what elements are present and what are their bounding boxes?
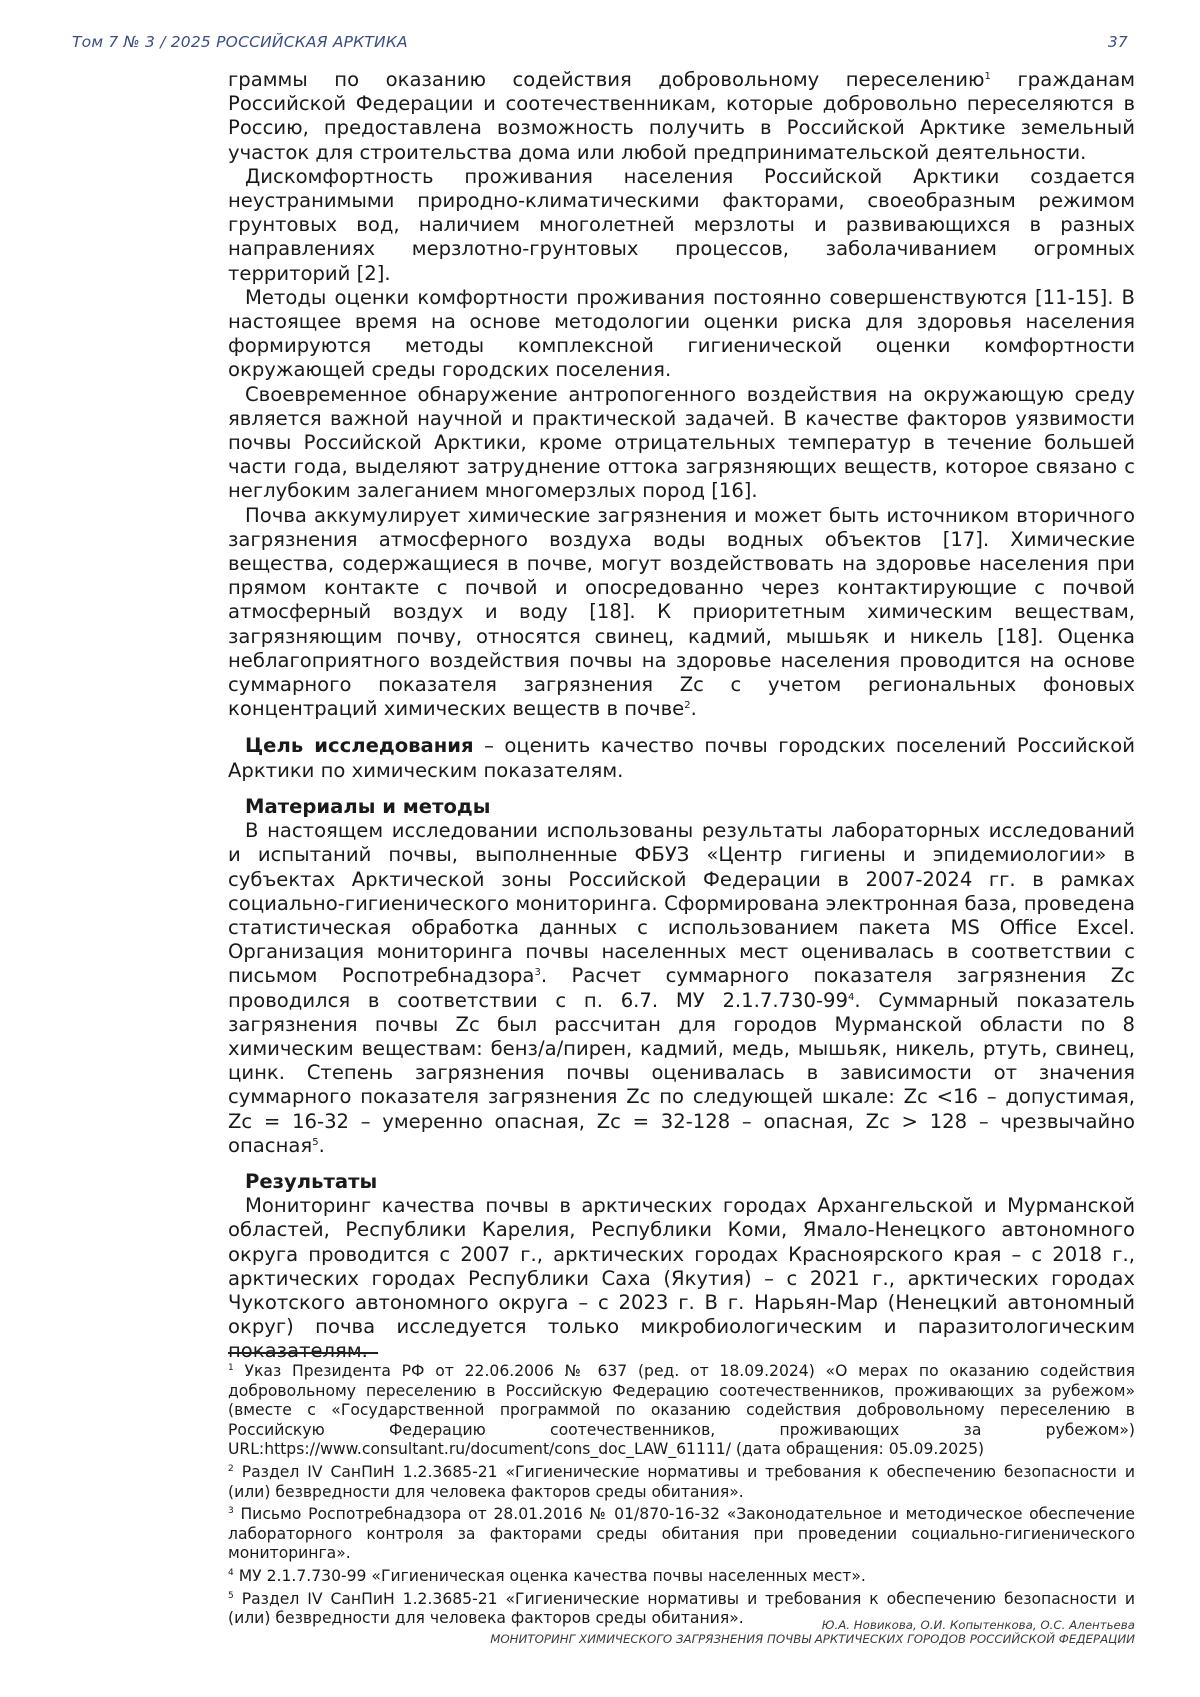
footnote xyxy=(228,1463,1135,1502)
footnote-number: 5 xyxy=(228,1590,234,1601)
running-header xyxy=(72,33,1128,57)
paragraph: Дискомфортность проживания населения Российской Арктики создается неустранимыми природно-климатическими факторами, своеобразным режимом грунтовых вод, наличием многолетней мерзлоты и развивающихся в разных направлениях мерзлотно-грунтовых процессов, заболачиванием огромных территорий [2]. xyxy=(228,164,1135,285)
footnote-ref-5: 5 xyxy=(312,1136,319,1148)
paragraph-text: граммы по оказанию содействия добровольному переселению xyxy=(228,68,985,91)
running-footer xyxy=(490,1618,1135,1646)
methods-paragraph xyxy=(228,819,1135,1158)
paragraph xyxy=(228,68,1135,165)
footnote-ref-4: 4 xyxy=(847,991,855,1003)
footnote-number: 2 xyxy=(228,1463,234,1474)
aim-paragraph xyxy=(228,734,1135,782)
footnote xyxy=(228,1362,1135,1460)
aim-text: – оценить качество почвы городских поселений Российской Арктики по химическим показателям. xyxy=(228,734,1135,782)
footer-article-title: МОНИТОРИНГ ХИМИЧЕСКОГО ЗАГРЯЗНЕНИЯ ПОЧВЫ АРКТИЧЕСКИХ ГОРОДОВ РОССИЙСКОЙ ФЕДЕРАЦИИ xyxy=(490,1632,1135,1646)
section-heading-methods: Материалы и методы xyxy=(245,794,491,818)
paragraph xyxy=(228,504,1135,722)
footnote-ref-3: 3 xyxy=(534,967,541,979)
footnotes xyxy=(228,1362,1135,1632)
footnote-text: Раздел IV СанПиН 1.2.3685-21 «Гигиенические нормативы и требования к обеспечению безопасности и (или) безвредности для человека факторов среды обитания». xyxy=(228,1462,1135,1501)
paragraph: Своевременное обнаружение антропогенного воздействия на окружающую среду является важной научной и практической задачей. В качестве факторов уязвимости почвы Российской Арктики, кроме отрицательных температур в течение большей части года, выделяют затруднение оттока загрязняющих веществ, которое связано с неглубоким залеганием многомерзлых пород [16]. xyxy=(228,382,1135,503)
journal-title: Том 7 № 3 / 2025 РОССИЙСКАЯ АРКТИКА xyxy=(72,33,408,51)
paragraph-text: . xyxy=(318,1133,325,1157)
footnote-text: Указ Президента РФ от 22.06.2006 № 637 (ред. от 18.09.2024) «О мерах по оказанию содействия добровольному переселению в Российскую Федерацию соотечественников, проживающих за рубежом» (вместе с «Государственной программой по оказанию содействия добровольному переселению в Российскую Федерацию соотечественников, проживающих за рубежом») URL:https://www.consultant.ru/document/cons_doc_LAW_61111/ (дата обращения: 05.09.2025) xyxy=(228,1362,1135,1459)
footnote-number: 4 xyxy=(228,1567,234,1578)
paragraph: Методы оценки комфортности проживания постоянно совершенствуются [11-15]. В настоящее время на основе методологии оценки риска для здоровья населения формируются методы комплексной гигиенической оценки комфортности окружающей среды городских поселения. xyxy=(228,285,1135,382)
paragraph-text: . Суммарный показатель загрязнения почвы Zc был рассчитан для городов Мурманской области по 8 химическим веществам: бенз/а/пирен, кадмий, медь, мышьяк, никель, ртуть, свинец, цинк. Степень загрязнения почвы оценивалась в зависимости от значения суммарного показателя загрязнения Zc по следующей шкале: Zc <16 – допустимая, Zc = 16-32 – умеренно опасная, Zc = 32-128 – опасная, Zc > 128 – чрезвычайно опасная xyxy=(228,988,1135,1157)
paragraph-text: Почва аккумулирует химические загрязнения и может быть источником вторичного загрязнения атмосферного воздуха воды водных объектов [17]. Химические вещества, содержащиеся в почве, могут воздействовать на здоровье населения при прямом контакте с почвой и опосредованно через контактирующие с почвой атмосферный воздух и воду [18]. К приоритетным химическим веществам, загрязняющим почву, относятся свинец, кадмий, мышьяк и никель [18]. Оценка неблагоприятного воздействия почвы на здоровье населения проводится на основе суммарного показателя загрязнения Zc с учетом региональных фоновых концентраций химических веществ в почве xyxy=(228,503,1135,721)
aim-label: Цель исследования xyxy=(245,734,474,758)
paragraph-text: гражданам Российской Федерации и соотечественникам, которые добровольно переселяются в Россию, предоставлена возможность получить в Российской Арктике земельный участок для строительства дома или любой предпринимательской деятельности. xyxy=(228,68,1136,164)
footnote-ref-2: 2 xyxy=(684,700,691,712)
article-body xyxy=(228,68,1135,1364)
footnote-divider xyxy=(228,1352,378,1354)
footnote-number: 3 xyxy=(228,1506,234,1517)
page-number: 37 xyxy=(1107,33,1128,51)
footnote-number: 1 xyxy=(228,1363,234,1373)
footnote xyxy=(228,1505,1135,1564)
footnote-text: МУ 2.1.7.730-99 «Гигиеническая оценка качества почвы населенных мест». xyxy=(233,1566,866,1585)
paragraph-text: . Расчет суммарного показателя загрязнения Zc проводился в соответствии с п. 6.7. МУ 2.1.7.730-99 xyxy=(228,964,1135,1012)
footnote-text: Раздел IV СанПиН 1.2.3685-21 «Гигиенические нормативы и требования к обеспечению безопасности и (или) безвредности для человека факторов среды обитания». xyxy=(228,1589,1135,1628)
paragraph-text: В настоящем исследовании использованы результаты лабораторных исследований и испытаний почвы, выполненные ФБУЗ «Центр гигиены и эпидемиологии» в субъектах Арктической зоны Российской Федерации в 2007-2024 гг. в рамках социально-гигиенического мониторинга. Сформирована электронная база, проведена статистическая обработка данных с использованием пакета MS Office Excel. Организация мониторинга почвы населенных мест оценивалась в соответствии с письмом Роспотребнадзора xyxy=(228,819,1135,988)
footer-authors: Ю.А. Новикова, О.И. Копытенкова, О.С. Алентьева xyxy=(821,1618,1135,1632)
paragraph-text: . xyxy=(690,697,697,721)
footnote xyxy=(228,1567,1135,1587)
footnote-ref-1: 1 xyxy=(984,71,991,82)
section-heading-results: Результаты xyxy=(245,1169,378,1193)
footnote-text: Письмо Роспотребнадзора от 28.01.2016 № 01/870-16-32 «Законодательное и методическое обеспечение лабораторного контроля за факторами среды обитания при проведении социально-гигиенического мониторинга». xyxy=(228,1505,1135,1563)
results-paragraph: Мониторинг качества почвы в арктических городах Архангельской и Мурманской областей, Республики Карелия, Республики Коми, Ямало-Ненецкого автономного округа проводится с 2007 г., арктических городах Красноярского края – с 2018 г., арктических городах Республики Саха (Якутия) – с 2021 г., арктических городах Чукотского автономного округа – с 2023 г. В г. Нарьян-Мар (Ненецкий автономный округ) почва исследуется только микробиологическим и паразитологическим показателям. xyxy=(228,1194,1135,1363)
